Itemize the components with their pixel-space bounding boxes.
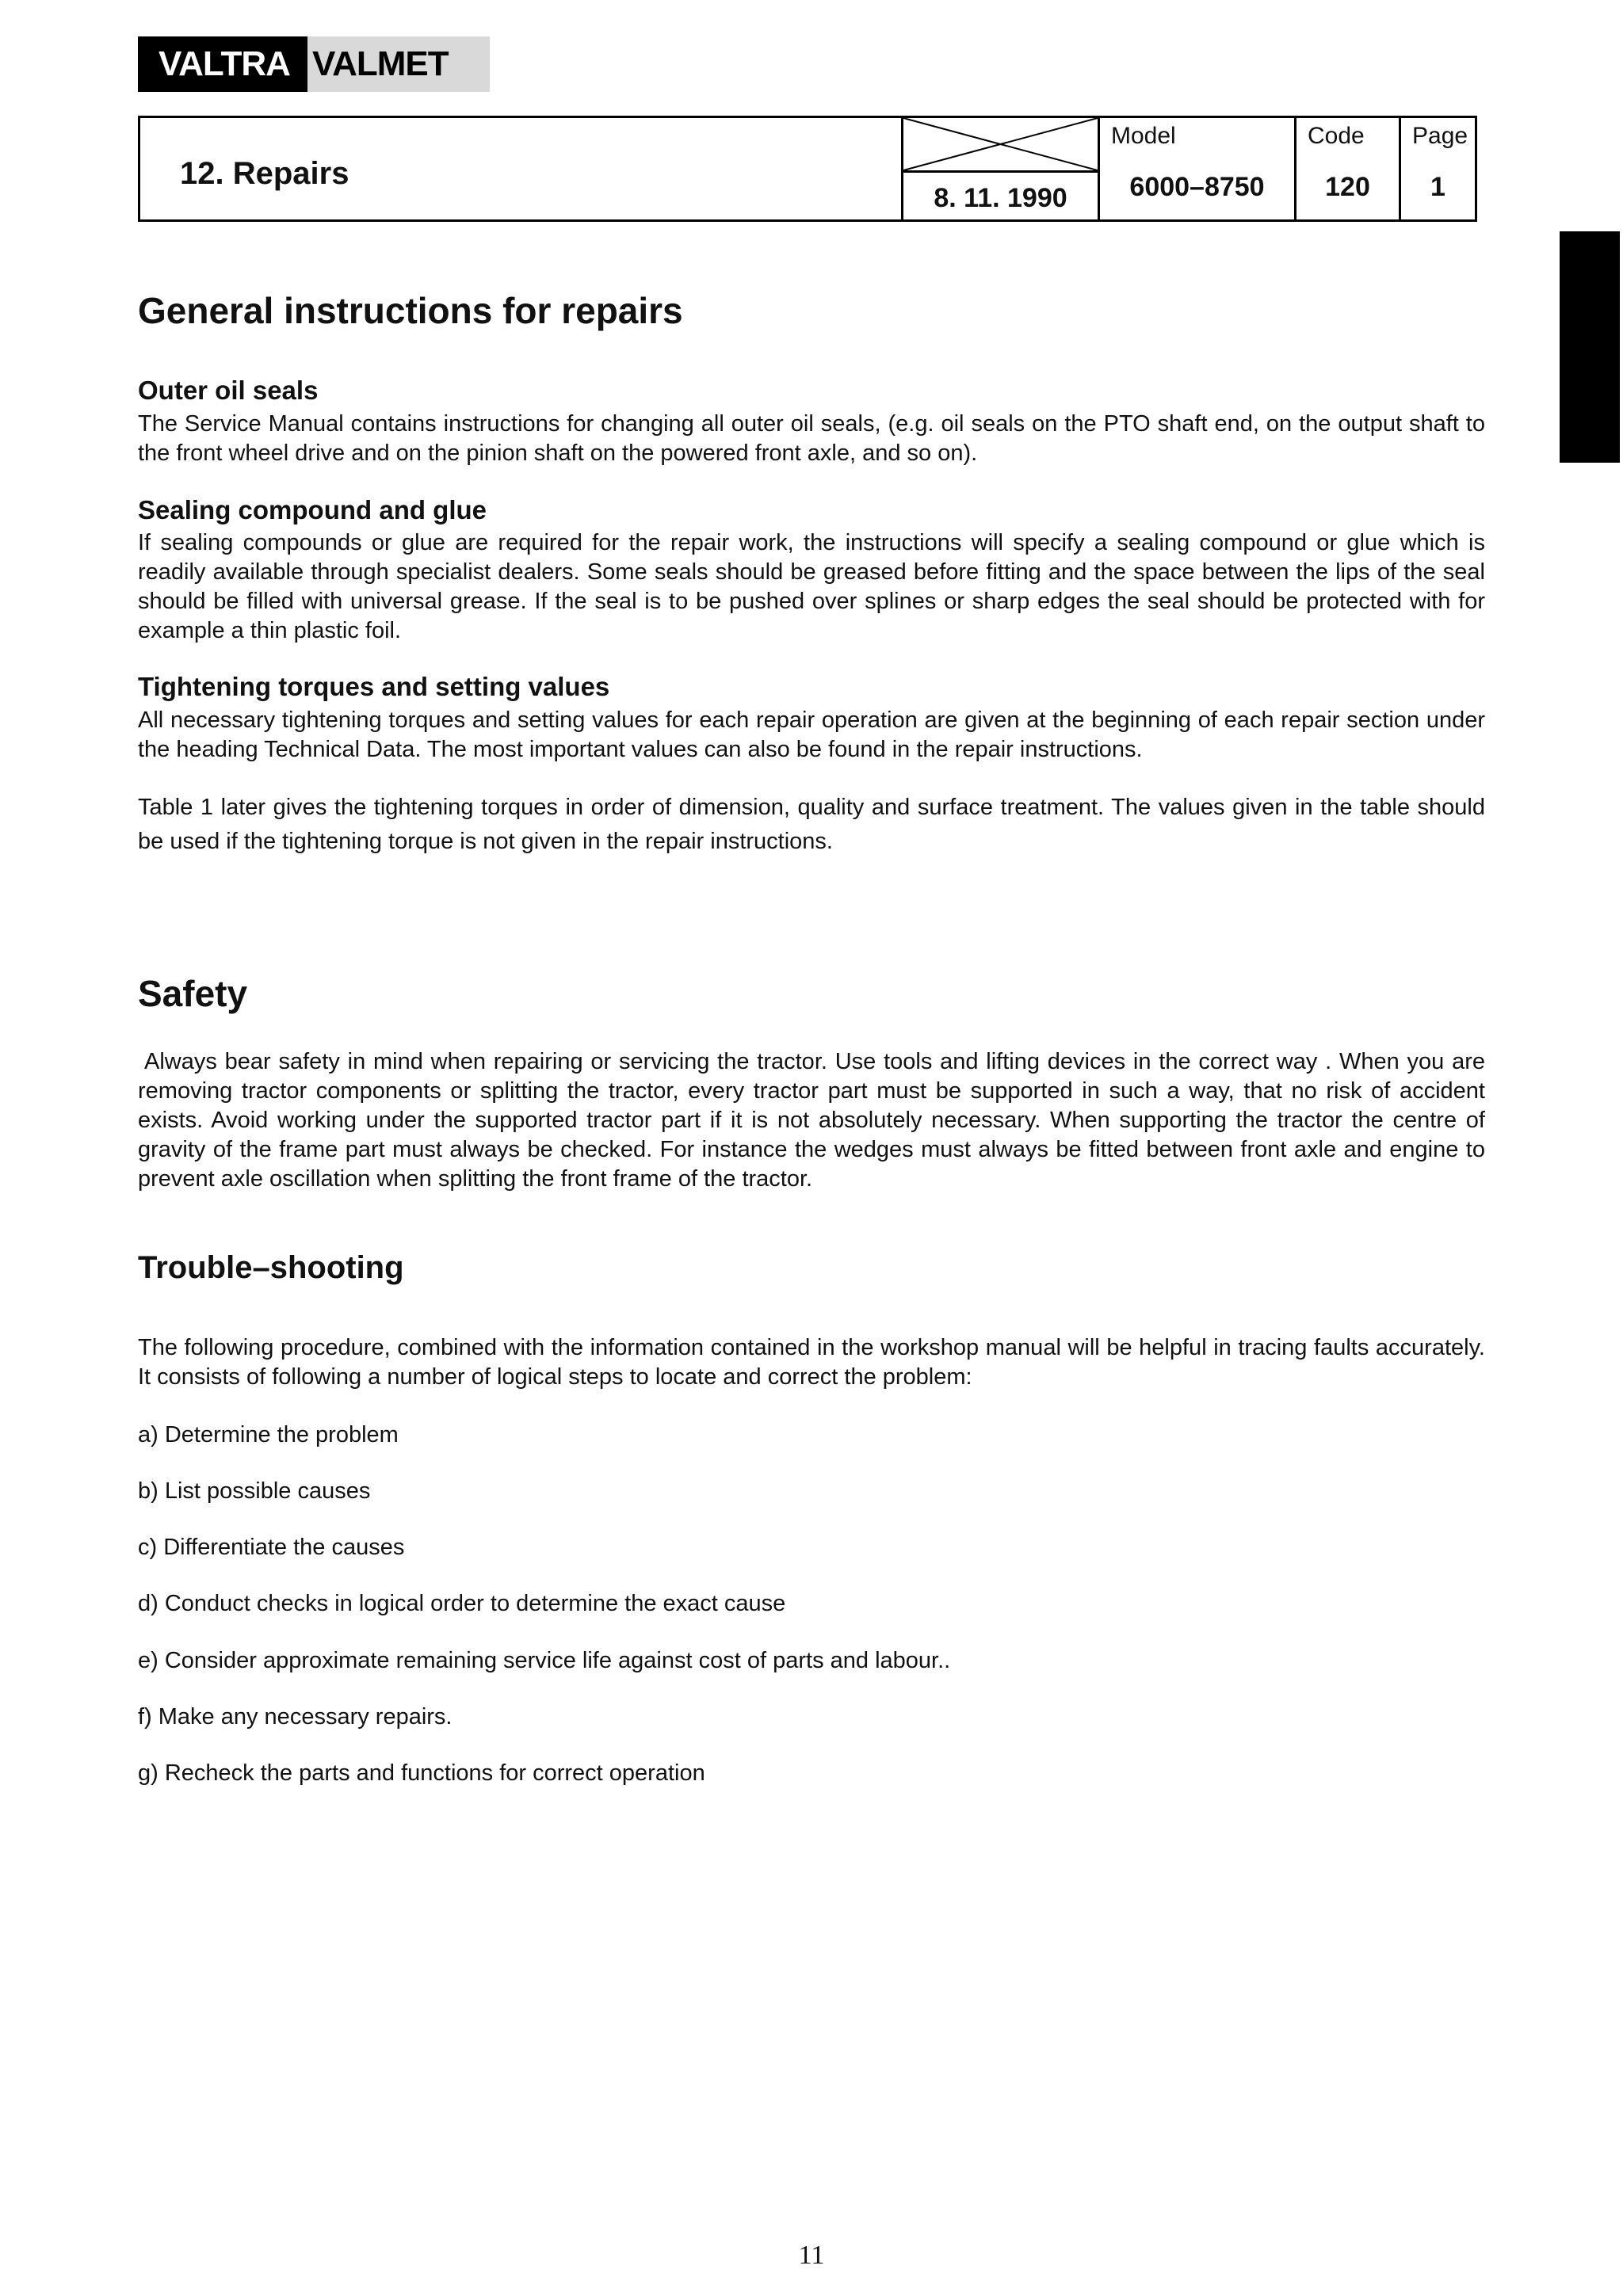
heading-sealing: Sealing compound and glue bbox=[138, 495, 487, 524]
step-item: b) List possible causes bbox=[138, 1478, 371, 1504]
model-value: 6000–8750 bbox=[1129, 172, 1265, 202]
heading-outer-oil-seals: Outer oil seals bbox=[138, 376, 319, 405]
step-item: f) Make any necessary repairs. bbox=[138, 1704, 453, 1730]
brand-logo bbox=[138, 36, 490, 92]
page-number: 11 bbox=[798, 2241, 825, 2270]
paragraph-safety: Always bear safety in mind when repairing or servicing the tractor. Use tools and lifting devices in the correct way . When you are removing tractor components or splitting the tractor, every tractor part must be supported in such a way, that no risk of accident exists. Avoid working under the supported tractor part if it is not absolutely necessary. When supporting the tractor the centre of gravity of the frame part must always be checked. For instance the wedges must always be fitted between front axle and engine to prevent axle oscillation when splitting the front frame of the tractor. bbox=[138, 1049, 1485, 1192]
cross-mark bbox=[903, 118, 1098, 170]
code-label: Code bbox=[1308, 123, 1365, 149]
logo-valtra: VALTRA bbox=[138, 36, 307, 92]
section-title-safety: Safety bbox=[138, 973, 248, 1014]
page-cell bbox=[1399, 118, 1475, 219]
section-title-trouble-shooting: Trouble–shooting bbox=[138, 1250, 404, 1285]
step-item: e) Consider approximate remaining service life against cost of parts and labour.. bbox=[138, 1648, 951, 1673]
crossed-box bbox=[903, 118, 1098, 173]
page-value: 1 bbox=[1430, 172, 1445, 202]
date-cell bbox=[901, 118, 1098, 219]
step-item: g) Recheck the parts and functions for correct operation bbox=[138, 1760, 705, 1786]
document-date: 8. 11. 1990 bbox=[934, 183, 1067, 213]
model-label: Model bbox=[1111, 123, 1176, 149]
heading-torques: Tightening torques and setting values bbox=[138, 672, 610, 701]
step-item: a) Determine the problem bbox=[138, 1422, 399, 1447]
logo-valmet: VALMET bbox=[307, 36, 490, 92]
section-tab-marker bbox=[1560, 231, 1620, 463]
paragraph-table-ref: Table 1 later gives the tightening torques in order of dimension, quality and surface treatment. The values given in the table should be used if the tightening torque is not given in the repair instructions. bbox=[138, 795, 1485, 854]
document-header bbox=[138, 116, 1477, 222]
code-value: 120 bbox=[1325, 172, 1370, 202]
step-item: c) Differentiate the causes bbox=[138, 1535, 405, 1560]
chapter-title: 12. Repairs bbox=[180, 156, 349, 191]
paragraph-torques: All necessary tightening torques and setting values for each repair operation are given at the beginning of each repair section under the heading Technical Data. The most important values can also be found in the repair instructions. bbox=[138, 707, 1485, 762]
section-title-general: General instructions for repairs bbox=[138, 290, 683, 331]
paragraph-outer-oil-seals: The Service Manual contains instructions for changing all outer oil seals, (e.g. oil seals on the PTO shaft end, on the output shaft to the front wheel drive and on the pinion shaft on the powered front axle, and so on). bbox=[138, 411, 1485, 466]
code-cell bbox=[1294, 118, 1399, 219]
page-label: Page bbox=[1412, 123, 1468, 149]
step-item: d) Conduct checks in logical order to determine the exact cause bbox=[138, 1591, 786, 1616]
model-cell bbox=[1098, 118, 1294, 219]
paragraph-trouble-shooting: The following procedure, combined with the information contained in the workshop manual will be helpful in tracing faults accurately. It consists of following a number of logical steps to locate and correct the problem: bbox=[138, 1335, 1485, 1390]
paragraph-sealing: If sealing compounds or glue are required for the repair work, the instructions will specify a sealing compound or glue which is readily available through specialist dealers. Some seals should be greased before fitting and the space between the lips of the seal should be filled with universal grease. If the seal is to be pushed over splines or sharp edges the seal should be protected with for example a thin plastic foil. bbox=[138, 530, 1485, 643]
